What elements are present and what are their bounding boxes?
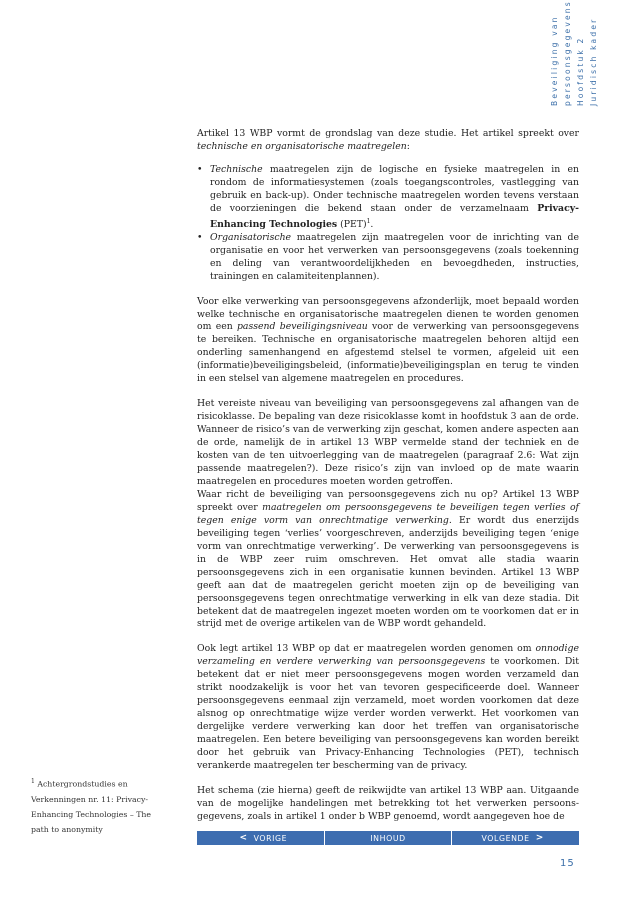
- list-item: • Technische maatregelen zijn de logische en fysieke maatregelen in en rondom de informatiesystemen (zoals toegangscontroles, vastlegging van gebruik en back-up). Onder technische maatregelen worden tevens verstaan de voorzieningen die bekend staan onder de verzamelnaam Privacy-Enhancing Technologies (PET)$^1$.: [197, 163, 579, 230]
- footnote: $^1$ Achtergrondstudies en Verkenningen nr. 11: Privacy-Enhancing Technologies – The path to anonymity: [31, 778, 152, 834]
- header-line-1: Beveiliging van: [550, 15, 559, 106]
- body-text: [197, 128, 579, 824]
- chevron-right-icon: >: [535, 833, 544, 843]
- header-line-3: Hoofdstuk 2: [576, 36, 585, 106]
- intro-paragraph: Artikel 13 WBP vormt de grondslag van deze studie. Het artikel spreekt over technische en organisatorische maatregelen:: [197, 128, 579, 152]
- contents-button[interactable]: INHOUD: [370, 833, 406, 843]
- header-line-2: persoonsgegevens: [563, 0, 572, 106]
- page-number: 15: [560, 858, 575, 869]
- paragraph: Voor elke verwerking van persoonsgegevens afzonderlijk, moet bepaald worden welke technische en organisatorische maatregelen dienen te worden genomen om een passend beveiligingsniveau voor de verwerking van persoonsgegevens te bereiken. Technische en organisatorische maatregelen behoren altijd een onderling samenhangend en afgestemd stelsel te vormen, afgeleid uit een (informatie)beveiligingsbeleid, (informatie)beveiligingsplan en terug te vinden in een stelsel van algemene maatregelen en procedures.: [197, 295, 579, 385]
- paragraph: Het vereiste niveau van beveiliging van persoonsgegevens zal afhangen van de risicoklasse. De bepaling van deze risicoklasse komt in hoofdstuk 3 aan de orde. Wanneer de risico’s van de verwerking zijn geschat, komen andere aspecten aan de orde, namelijk de in artikel 13 WBP vermelde stand der techniek en de kosten van de ten uitvoerlegging van de maatregelen (paragraaf 2.6: Wat zijn passende maatregelen?). Deze risico’s zijn van invloed op de mate waarin maatregelen en procedures moeten worden getroffen.: [197, 398, 579, 487]
- navigation-bar: [197, 831, 579, 845]
- paragraph: Het schema (zie hierna) geeft de reikwijdte van artikel 13 WBP aan. Uitgaande van de mogelijke handelingen met betrekking tot het verwerken persoons-gegevens, zoals in artikel 1 onder b WBP genoemd, wordt aangegeven hoe de: [197, 784, 579, 822]
- footnote-ref[interactable]: 1: [366, 217, 371, 225]
- bullet-icon: •: [197, 163, 203, 175]
- list-item: • Organisatorische maatregelen zijn maatregelen voor de inrichting van de organisatie en voor het verwerken van persoonsgegevens (zoals toekenning en deling van verantwoordelijkheden en bevoegdheden, instructies, trainingen en calamiteitenplannen).: [197, 231, 579, 282]
- previous-button[interactable]: < VORIGE: [239, 833, 288, 843]
- paragraph: Ook legt artikel 13 WBP op dat er maatregelen worden genomen om onnodige verzameling en verdere verwerking van persoonsgegevens te voorkomen. Dit betekent dat er niet meer persoonsgegevens mogen worden verzameld dan strikt noodzakelijk is voor het van tevoren gespecificeerde doel. Wanneer persoonsgegevens eenmaal zijn verzameld, moet worden voorkomen dat deze alsnog op onrechtmatige wijze verder worden verwerkt. Het voorkomen van dergelijke verdere verwerking kan door het treffen van organisatorische maatregelen. Een betere beveiliging van persoonsgegevens kan worden bereikt door het gebruik van Privacy-Enhancing Technologies (PET), technisch verankerde maatregelen ter bescherming van de privacy.: [197, 643, 579, 771]
- measures-list: [197, 164, 579, 284]
- header-line-4: Juridisch kader: [589, 17, 598, 106]
- chevron-left-icon: <: [239, 833, 248, 843]
- paragraph: Waar richt de beveiliging van persoonsgegevens zich nu op? Artikel 13 WBP spreekt over maatregelen om persoonsgegevens te beveiligen tegen verlies of tegen enige vorm van onrechtmatige verwerking. Er wordt dus enerzijds beveiliging tegen ‘verlies’ voorgeschreven, anderzijds beveiliging tegen ‘enige vorm van onrechtmatige verwerking’. De verwerking van persoonsgegevens is in de WBP zeer ruim omschreven. Het omvat alle stadia waarin persoonsgegevens zich in een organisatie kunnen bevinden. Artikel 13 WBP geeft aan dat de maatregelen gericht moeten zijn op de beveiliging van persoonsgegevens tegen onrechtmatige verwerking in elk van deze stadia. Dit betekent dat de maatregelen ingezet moeten worden om te voorkomen dat er in strijd met de overige artikelen van de WBP wordt gehandeld.: [197, 488, 579, 630]
- next-button[interactable]: VOLGENDE >: [481, 833, 544, 843]
- bullet-icon: •: [197, 231, 203, 243]
